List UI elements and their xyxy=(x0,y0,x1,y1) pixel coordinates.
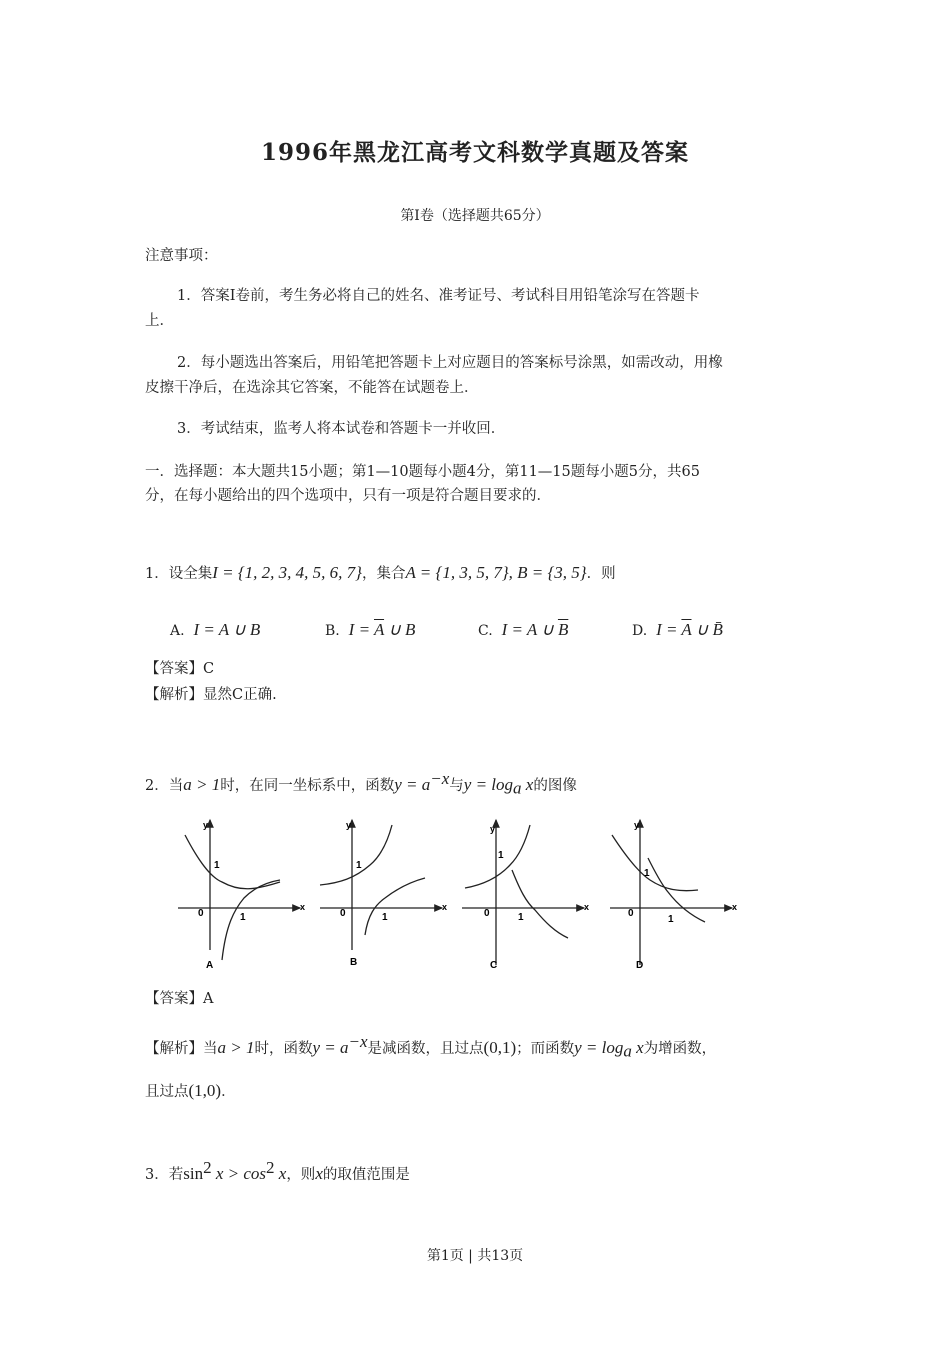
q3-suffix: 的取值范围是 xyxy=(322,1166,410,1183)
option-label: B. xyxy=(325,623,340,639)
q2-analysis-p3: 是减函数，且过点 xyxy=(367,1040,484,1057)
axis-y-label: y xyxy=(203,820,209,830)
q2-graphs-figure xyxy=(170,810,740,975)
q1-answer: 【答案】C xyxy=(145,661,215,677)
q3-mid: ，则 xyxy=(286,1166,316,1183)
origin-label: 0 xyxy=(628,908,634,919)
q1-prefix: 1．设全集 xyxy=(145,566,213,582)
option-expr-bar: $\overline{A}$ xyxy=(373,620,385,639)
q1-set-i: I = {1, 2, 3, 4, 5, 6, 7} xyxy=(212,563,362,582)
q2-analysis-line2-pre: 且过点 xyxy=(145,1084,189,1100)
option-expr-pre: I = xyxy=(656,620,682,639)
q1-set-ab: A = {1, 3, 5, 7}, B = {3, 5} xyxy=(405,563,587,582)
tick-1-label: 1 xyxy=(498,850,504,861)
q2-f2-tail: x xyxy=(521,774,534,794)
note-1-line2: 上． xyxy=(145,313,174,329)
option-label: C. xyxy=(478,623,493,639)
question-1 xyxy=(145,562,616,585)
option-expr-bar: $\overline{A}$ xyxy=(681,620,692,639)
q3-sin: sin xyxy=(183,1163,204,1183)
graph-b-label: B xyxy=(350,957,358,968)
q1-mid: ，集合 xyxy=(361,566,406,582)
q3-mid-expr: x > cos xyxy=(211,1163,267,1183)
q2-analysis-pt2: (1,0) xyxy=(188,1081,222,1100)
tick-1-label: 1 xyxy=(668,914,674,925)
q2-analysis-line2 xyxy=(145,1080,236,1103)
page-title: 1996年黑龙江高考文科数学真题及答案 xyxy=(260,139,689,166)
graph-a-label: A xyxy=(206,960,214,971)
graph-panel-c xyxy=(462,820,589,971)
q3-cos-exp: 2 xyxy=(266,1158,275,1177)
q2-cond: a > 1 xyxy=(183,774,221,794)
note-3: 3．考试结束，监考人将本试卷和答题卡一并收回． xyxy=(177,421,506,437)
graph-panel-a xyxy=(178,820,305,971)
q1-suffix: ．则 xyxy=(586,566,616,582)
tick-1-label: 1 xyxy=(356,860,362,871)
q2-mid: 时，在同一坐标系中，函数 xyxy=(220,777,395,794)
section1-line2: 分，在每小题给出的四个选项中，只有一项是符合题目要求的． xyxy=(145,488,551,504)
graph-c-label: C xyxy=(490,960,498,971)
q2-analysis-f1: y = a xyxy=(312,1037,349,1057)
q2-answer: 【答案】A xyxy=(145,991,214,1007)
q2-analysis-line1 xyxy=(145,1031,825,1063)
section1-line1: 一．选择题：本大题共15小题；第1—10题每小题4分，第11—15题每小题5分，共65 xyxy=(145,464,700,480)
graph-panel-d xyxy=(610,820,737,971)
q2-analysis-line2-post: ． xyxy=(221,1084,236,1100)
tick-1-label: 1 xyxy=(518,912,524,923)
q3-var: x xyxy=(315,1163,323,1183)
q2-f1: y = a xyxy=(394,774,431,794)
option-label: A. xyxy=(170,623,185,639)
axis-x-label: x xyxy=(584,902,590,912)
q2-and: 与 xyxy=(449,777,464,794)
q2-analysis-f1-exp: −x xyxy=(348,1032,368,1051)
q1-option-b xyxy=(325,620,415,640)
option-expr-post: ∪ B xyxy=(384,620,416,639)
option-expr-pre: I = A ∪ xyxy=(501,620,558,639)
q2-analysis-p4: ；而函数 xyxy=(516,1040,575,1057)
q2-prefix: 2．当 xyxy=(145,777,184,794)
section-subtitle: 第Ⅰ卷（选择题共65分） xyxy=(400,208,550,224)
tick-1-label: 1 xyxy=(240,912,246,923)
q2-analysis-cond: a > 1 xyxy=(217,1037,255,1057)
option-expr: I = A ∪ B xyxy=(193,620,261,639)
axis-y-label: y xyxy=(490,824,496,834)
option-expr-bar: $\overline{B}$ xyxy=(557,620,569,639)
note-2-line1: 2．每小题选出答案后，用铅笔把答题卡上对应题目的答案标号涂黑，如需改动，用橡 xyxy=(177,355,723,371)
tick-1-label: 1 xyxy=(382,912,388,923)
axis-x-label: x xyxy=(442,902,448,912)
option-label: D. xyxy=(632,623,648,639)
origin-label: 0 xyxy=(198,908,204,919)
question-2 xyxy=(145,768,577,800)
axis-x-label: x xyxy=(732,902,738,912)
q1-analysis: 【解析】显然C正确. xyxy=(145,687,277,703)
q1-option-d xyxy=(632,620,723,640)
graph-d-label: D xyxy=(636,960,644,971)
q2-analysis-p2: 时，函数 xyxy=(254,1040,313,1057)
q3-tail-expr: x xyxy=(274,1163,287,1183)
q2-f2-sub: a xyxy=(513,778,522,798)
q2-analysis-f2-tail: x xyxy=(631,1037,644,1057)
tick-1-label: 1 xyxy=(644,868,650,879)
tick-1-label: 1 xyxy=(214,860,220,871)
notes-heading: 注意事项： xyxy=(145,248,218,264)
q2-suffix: 的图像 xyxy=(533,777,577,794)
option-expr-post: ∪ B̄ xyxy=(691,620,723,639)
option-expr-pre: I = xyxy=(348,620,374,639)
q2-analysis-p1: 【解析】当 xyxy=(145,1040,218,1057)
origin-label: 0 xyxy=(340,908,346,919)
question-3 xyxy=(145,1157,410,1186)
axis-y-label: y xyxy=(634,820,640,830)
origin-label: 0 xyxy=(484,908,490,919)
q3-prefix: 3．若 xyxy=(145,1166,184,1183)
note-2-line2: 皮擦干净后，在选涂其它答案，不能答在试题卷上． xyxy=(145,380,479,396)
q2-analysis-pt1: (0,1) xyxy=(483,1037,517,1057)
q2-f1-exp: −x xyxy=(430,769,450,788)
q2-f2: y = log xyxy=(463,774,514,794)
q2-analysis-f2: y = log xyxy=(574,1037,624,1057)
q1-option-c xyxy=(478,620,568,640)
note-1-line1: 1．答案Ⅰ卷前，考生务必将自己的姓名、准考证号、考试科目用铅笔涂写在答题卡 xyxy=(177,288,700,304)
q1-option-a xyxy=(170,620,260,640)
axis-y-label: y xyxy=(346,820,352,830)
axis-x-label: x xyxy=(300,902,306,912)
q3-sin-exp: 2 xyxy=(203,1158,212,1177)
q2-analysis-f2-sub: a xyxy=(623,1041,632,1061)
graph-panel-b xyxy=(320,820,447,968)
page-footer: 第1页 | 共13页 xyxy=(426,1248,524,1264)
q2-analysis-p5: 为增函数， xyxy=(643,1040,717,1057)
